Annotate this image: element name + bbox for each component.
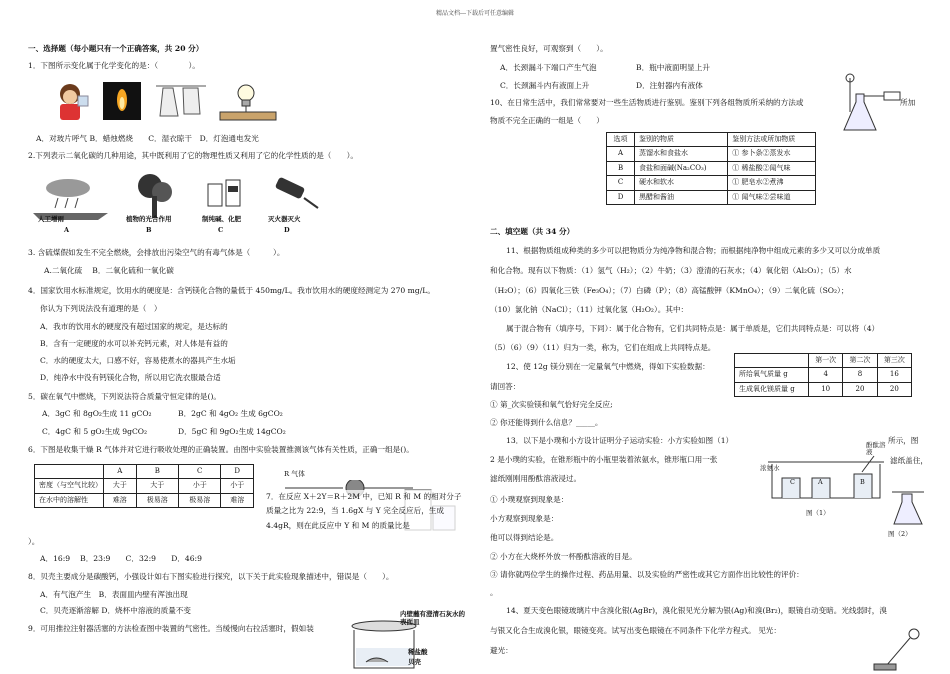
table-cell: 生成氧化镁质量 g: [735, 382, 809, 396]
question-13-part-1c: 他可以得到结论是。: [490, 533, 559, 542]
question-7-options: A．16:9 B．23:9 C．32:9 D．46:9: [40, 554, 202, 563]
question-4-option-b: B．含有一定硬度的水可以补充钙元素，对人体是有益的: [40, 339, 228, 348]
q6-table: [34, 464, 254, 508]
table-cell: A: [607, 147, 635, 161]
question-14-line-3: 避光：: [490, 646, 513, 655]
table-row: [735, 382, 912, 396]
table-cell: 鉴别的物质: [635, 133, 728, 147]
question-13-line-2: 2 是小璞的实验，在锥形瓶中的小瓶里装着浓氨水，锥形瓶口用一张: [490, 455, 718, 464]
question-5-option-c: C．4gC 和 5 gO₂生成 9gCO₂: [42, 427, 148, 436]
table-cell: 黑醋和酱油: [635, 190, 728, 204]
table-header-row: [735, 354, 912, 368]
candle-icon: [103, 82, 141, 120]
table-cell: 10: [809, 382, 843, 396]
question-9: 9．可用推拉注射器活塞的方法检查图中装置的气密性。当缓慢向右拉活塞时，假如装: [28, 624, 314, 633]
table-row: [607, 190, 816, 204]
question-13-part-1b: 小方观察到现象是：: [490, 514, 559, 523]
question-10: 10、在日常生活中，我们常常要对一些生活物质进行鉴别。鉴别下列各组物质所采纳的方法或: [490, 98, 804, 107]
question-1-options: A．对玻片呼气 B．蜡烛燃烧 C．湿衣晾干 D．灯泡通电发光: [36, 134, 259, 143]
question-11-line-4: （10）氯化钠（NaCl）；（11）过氧化氢（H₂O₂）。其中：: [490, 305, 689, 314]
q2-caption-d: 灭火器灭火: [268, 215, 301, 223]
q8-label-acid: 稀盐酸: [408, 648, 428, 656]
question-12-part-1: ① 第_次实验镁和氧气恰好完全反应;: [490, 400, 613, 409]
table-cell: 大于: [104, 479, 137, 493]
q8-label-dish: 内壁蘸有澄清石灰水的表面皿: [400, 610, 465, 626]
table-cell: C: [607, 176, 635, 190]
table-cell: 选项: [607, 133, 635, 147]
fertilizer-bags-icon: [208, 180, 240, 206]
question-13-tail-2: 滤纸盖住，: [890, 456, 928, 465]
question-14-line-2: 与银又化合生成溴化银，眼镜变亮。试写出变色眼镜在不同条件下化学方程式。 见光：: [490, 626, 781, 635]
question-13-tail: 所示，图: [888, 436, 919, 445]
question-7: 7．在反应 X＋2Y＝R＋2M 中，已知 R 和 M 的相对分子质量之比为 22:9，当 1.6gX 与 Y 完全反应后，生成 4.4gR，则在此反应中 Y 和 M 的质量比是: [266, 490, 466, 533]
table-cell: 4: [809, 368, 843, 382]
q13-label-ammonia: 浓氨水: [760, 464, 780, 472]
section-2-title: 二、填空题（共 34 分）: [490, 227, 575, 236]
q2-caption-b: 植物的光合作用: [126, 215, 172, 223]
table-cell: 硬水和软水: [635, 176, 728, 190]
q2-letter-a: A: [64, 226, 70, 234]
question-8: 8．贝壳主要成分是碳酸钙，小强设计如右下图实验进行探究，以下关于此实验现象描述中，错误是（ ）。: [28, 572, 394, 581]
question-3-options: A.二氧化硫 B．二氧化硫和一氧化碳: [44, 266, 174, 275]
question-12-part-2: ② 你还能得到什么信息？_____。: [490, 418, 603, 427]
question-5: 5．碳在氧气中燃烧，下列说法符合质量守恒定律的是()。: [28, 392, 222, 401]
page-header: 精品文档---下载后可任意编辑: [435, 10, 515, 17]
question-5-option-a: A．3gC 和 8gO₂生成 11 gCO₂: [42, 409, 152, 418]
table-cell: A: [104, 465, 137, 479]
question-13-part-2: ② 小方在大烧杯外放一杯酚酞溶液的目是。: [490, 552, 637, 561]
q9-flask-figure: [840, 72, 904, 134]
clothes-drying-icon: [156, 86, 206, 116]
question-9-option-a: A．长颈漏斗下端口产生气泡: [500, 63, 597, 72]
question-11-line-6: （5）（6）（9）（11）归为一类，称为，它们在组成上共同特点是。: [490, 343, 716, 352]
q13-label-a: A: [818, 478, 823, 486]
table-row: [735, 368, 912, 382]
table-row: [35, 479, 254, 493]
question-5-option-b: B．2gC 和 4gO₂ 生成 6gCO₂: [178, 409, 283, 418]
table-cell: 8: [843, 368, 877, 382]
table-cell: 密度（与空气比较）: [35, 479, 104, 493]
artificial-rain-icon: [33, 179, 108, 220]
table-cell: [735, 354, 809, 368]
table-cell: D: [607, 190, 635, 204]
table-cell: 所给氧气质量 g: [735, 368, 809, 382]
table-cell: 第二次: [843, 354, 877, 368]
question-8-option-ab: A．有气泡产生 B．表面皿内壁有浑浊出现: [40, 590, 188, 599]
table-cell: 20: [843, 382, 877, 396]
fire-extinguisher-icon: [275, 177, 318, 208]
question-4-option-d: D．纯净水中没有钙镁化合物，所以用它洗衣服最合适: [40, 373, 221, 382]
table-cell: 极易溶: [178, 493, 220, 507]
table-cell: C: [178, 465, 220, 479]
question-6-end: ）。: [28, 537, 40, 546]
question-13-part-3: ③ 请你就两位学生的操作过程、药品用量、以及实验的严密性或其它方面作出比较性的评价：: [490, 570, 804, 579]
table-cell: ① 稀盐酸②闻气味: [728, 161, 816, 175]
q2-letter-d: D: [284, 226, 290, 234]
table-cell: 难溶: [104, 493, 137, 507]
table-row: [35, 493, 254, 507]
table-header-row: [607, 133, 816, 147]
q14-apparatus-figure: [870, 626, 926, 672]
q13-label-c: C: [790, 478, 795, 486]
table-row: [607, 176, 816, 190]
table-cell: 在水中的溶解性: [35, 493, 104, 507]
table-cell: 第一次: [809, 354, 843, 368]
question-4-option-c: C．水的硬度太大，口感不好，容易使煮水的器具产生水垢: [40, 356, 236, 365]
q2-letter-b: B: [146, 226, 152, 234]
question-13: 13．以下是小璞和小方设计证明分子运动实验：小方实验如图（1）: [506, 436, 734, 445]
tree-photosynthesis-icon: [138, 174, 172, 218]
q13-label-b: B: [860, 478, 865, 486]
table-cell: 16: [877, 368, 911, 382]
question-11-line-2: 和化合物。现有以下物质：（1）氢气（H₂）；（2）牛奶；（3）澄清的石灰水；（4）氧化铝（Al₂O₃）；（5）水: [490, 266, 852, 275]
light-bulb-icon: [220, 85, 276, 120]
question-5-option-d: D．5gC 和 9gO₂生成 14gCO₂: [178, 427, 286, 436]
question-9-option-d: D．注射器内有液体: [636, 81, 703, 90]
question-6: 6．下图是收集干燥 R 气体并对它进行吸收处理的正确装置。由图中实验装置推测该气体有关性质，正确一组是()。: [28, 445, 414, 454]
q13-label-phenolphthalein: 酚酞溶液: [866, 441, 886, 457]
table-header-row: [35, 465, 254, 479]
table-cell: 小于: [178, 479, 220, 493]
question-4-option-a: A．我市的饮用水的硬度没有超过国家的规定，是达标的: [40, 322, 228, 331]
q2-caption-a: 人工增雨: [38, 215, 64, 223]
q2-figures: [28, 168, 358, 234]
table-cell: B: [607, 161, 635, 175]
question-12: 12、使 12g 镁分别在一定量氧气中燃烧，得如下实验数据：: [506, 362, 710, 371]
q8-label-shell: 贝壳: [408, 658, 421, 666]
table-row: [607, 147, 816, 161]
question-11-line-1: 11、根据物质组成种类的多少可以把物质分为纯净物和混合物；而根据纯净物中组成元素的多少又可以分成单质: [506, 246, 881, 255]
question-4: 4．国家饮用水标准规定，饮用水的硬度是：含钙镁化合物的量低于 450mg/L。我市饮用水的硬度经测定为 270 mg/L。: [28, 286, 435, 295]
table-cell: ① 肥皂水②煮沸: [728, 176, 816, 190]
table-cell: 鉴别方法或所加物质: [728, 133, 816, 147]
question-13-end: 。: [490, 588, 498, 597]
question-3: 3. 含硫煤假如发生不完全燃烧，会排放出污染空气的有毒气体是（ ）。: [28, 248, 285, 257]
q13-caption-1: 图（1）: [806, 509, 830, 517]
question-14: 14、夏天变色眼镜玻璃片中含溴化银(AgBr)，溴化银见光分解为银(Ag)和溴(Br₂)，眼镜自动变暗。光线弱时，溴: [506, 606, 887, 615]
table-cell: 极易溶: [136, 493, 178, 507]
question-4-prompt: 你认为下列说法没有道理的是（ ）: [40, 304, 162, 313]
question-10-continued: 物质不完全正确的一组是（ ）: [490, 116, 604, 125]
q2-letter-c: C: [218, 226, 224, 234]
table-cell: ① 闻气味②尝味道: [728, 190, 816, 204]
table-cell: [35, 465, 104, 479]
q12-table: [734, 353, 912, 397]
table-cell: B: [136, 465, 178, 479]
q1-figures: [48, 78, 288, 122]
question-10-tail: 所加: [900, 98, 916, 107]
q6-gas-label: R 气体: [284, 470, 305, 478]
question-9-option-b: B．瓶中液面明显上升: [636, 63, 710, 72]
question-1: 1．下图所示变化属于化学变化的是：（ ）。: [28, 61, 200, 70]
table-cell: 小于: [221, 479, 254, 493]
table-row: [607, 161, 816, 175]
q13-caption-2: 图（2）: [888, 530, 912, 538]
question-11-line-3: （H₂O）；（6）四氧化三铁（Fe₃O₄）；（7）白磷（P）；（8）高锰酸钾（KMnO₄）；（9）二氧化硫（SO₂）；: [490, 286, 849, 295]
question-12-prompt: 请回答：: [490, 382, 521, 391]
question-9-continued: 置气密性良好，可观察到（ ）。: [490, 44, 608, 53]
girl-breathing-icon: [60, 84, 88, 120]
question-13-line-3: 滤纸刚刚用酚酞溶液浸过。: [490, 474, 582, 483]
table-cell: 大于: [136, 479, 178, 493]
table-cell: 食盐和面碱(Na₂CO₃): [635, 161, 728, 175]
q2-caption-c: 制纯碱、化肥: [202, 215, 241, 223]
q13-figure-2: [888, 486, 928, 526]
question-2: 2.下列表示二氧化碳的几种用途，其中既利用了它的物理性质又利用了它的化学性质的是（ ）。: [28, 151, 358, 160]
table-cell: ① 参卜条②蒸发水: [728, 147, 816, 161]
question-8-option-cd: C．贝壳逐渐溶解 D．烧杯中溶液的质量不变: [40, 606, 191, 615]
table-cell: D: [221, 465, 254, 479]
q10-table: [606, 132, 816, 205]
question-13-part-1: ① 小璞观察到现象是：: [490, 495, 569, 504]
section-1-title: 一、选择题（每小题只有一个正确答案，共 20 分）: [28, 44, 204, 53]
question-9-option-c: C．长颈漏斗内有液面上升: [500, 81, 590, 90]
table-cell: 第三次: [877, 354, 911, 368]
table-cell: 20: [877, 382, 911, 396]
table-cell: 蒸馏水和食盐水: [635, 147, 728, 161]
question-11-line-5: 属于混合物有（填序号，下同）：属于化合物有，它们共同特点是：属于单质是，它们共同特点是：可以将（4）: [506, 324, 880, 333]
table-cell: 难溶: [221, 493, 254, 507]
